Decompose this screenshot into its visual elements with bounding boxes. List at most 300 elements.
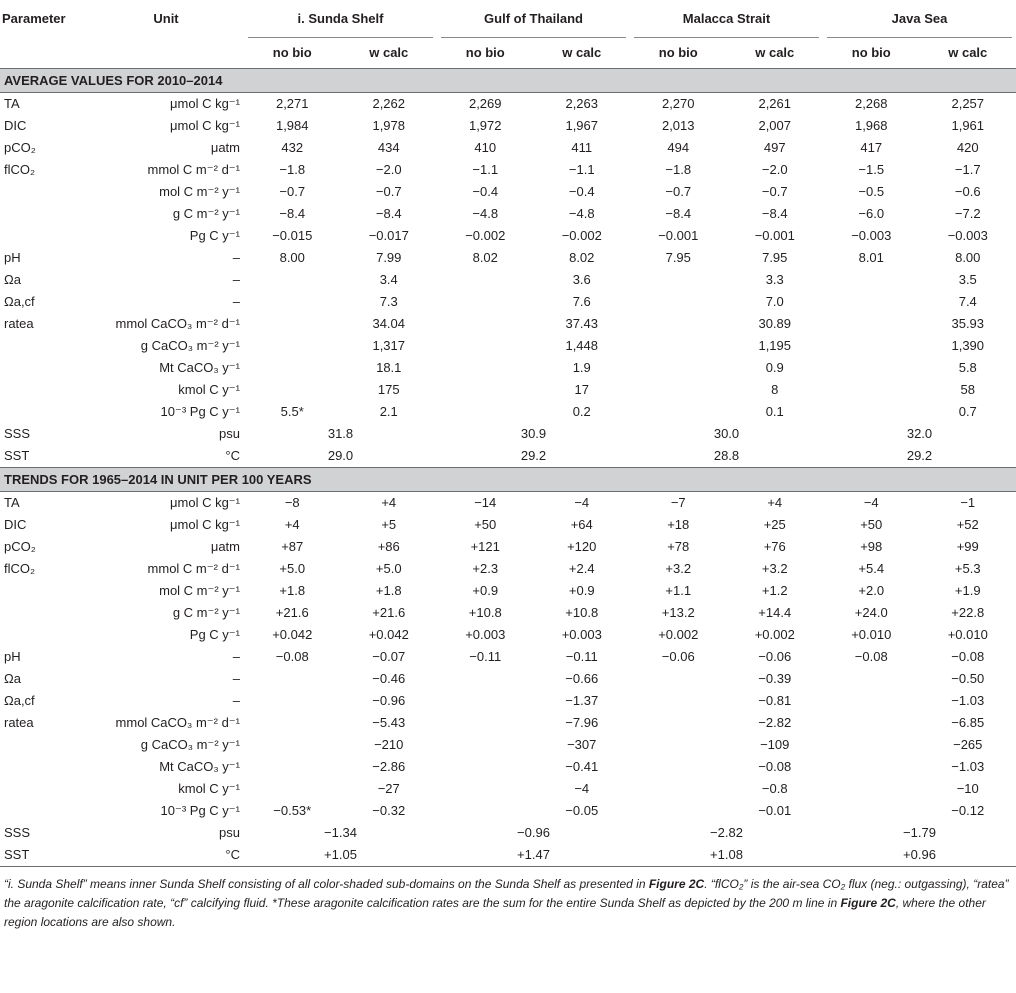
value-cell <box>437 712 534 734</box>
header-no-bio: no bio <box>851 45 891 60</box>
value-cell <box>823 335 920 357</box>
value-cell: −4.8 <box>472 206 499 221</box>
value-cell <box>244 668 341 690</box>
parameter-cell <box>0 734 88 756</box>
table-row <box>0 291 1016 313</box>
value-cell: 411 <box>571 140 593 155</box>
value-cell: +121 <box>470 539 500 554</box>
value-cell: 3.3 <box>765 272 784 287</box>
value-cell: 0.2 <box>572 404 591 419</box>
value-cell: −0.002 <box>561 228 602 243</box>
value-cell: −0.015 <box>272 228 313 243</box>
value-cell <box>823 668 920 690</box>
parameter-cell <box>0 203 88 225</box>
value-cell <box>630 690 727 712</box>
value-cell: 1.9 <box>572 360 591 375</box>
value-cell: 1,195 <box>758 338 792 353</box>
parameter-cell: Ωa <box>4 272 21 287</box>
value-cell: −0.003 <box>947 228 988 243</box>
value-cell: −0.96 <box>517 825 550 840</box>
figure-reference: Figure 2C <box>840 896 896 910</box>
value-cell <box>437 690 534 712</box>
header-w-calc: w calc <box>948 45 988 60</box>
value-cell: −8 <box>284 495 300 510</box>
value-cell: −8.4 <box>279 206 306 221</box>
value-cell: +1.47 <box>437 844 630 867</box>
table-row <box>0 800 1016 822</box>
value-cell: −6.0 <box>858 206 885 221</box>
value-cell: 1,968 <box>854 118 888 133</box>
value-cell <box>630 313 727 335</box>
table-row <box>0 137 1016 159</box>
value-cell: +0.042 <box>368 627 409 642</box>
unit-cell: g C m⁻² y⁻¹ <box>172 206 240 221</box>
value-cell: −0.08 <box>758 759 792 774</box>
value-cell: +5.3 <box>954 561 981 576</box>
value-cell: −0.11 <box>469 649 502 664</box>
table-row <box>0 445 1016 468</box>
unit-cell: Pg C y⁻¹ <box>189 228 240 243</box>
value-cell: −1.8 <box>665 162 692 177</box>
parameter-cell: pH <box>4 250 21 265</box>
unit-cell: °C <box>88 844 244 867</box>
value-cell: 2,268 <box>854 96 888 111</box>
value-cell: −0.05 <box>565 803 599 818</box>
value-cell: 2,269 <box>468 96 502 111</box>
footnote-text: “i. Sunda Shelf” means inner Sunda Shelf consisting of all color-shaded sub-domains on the Sunda Shelf as presented in <box>4 877 649 891</box>
value-cell: +1.8 <box>279 583 306 598</box>
value-cell: +5.4 <box>858 561 885 576</box>
value-cell: 7.95 <box>762 250 788 265</box>
table-row <box>0 778 1016 800</box>
value-cell: −0.06 <box>758 649 792 664</box>
parameter-cell <box>0 602 88 624</box>
value-cell: 417 <box>860 140 883 155</box>
value-cell: +13.2 <box>661 605 695 620</box>
value-cell: 497 <box>763 140 786 155</box>
value-cell: −1.1 <box>472 162 499 177</box>
table-row <box>0 203 1016 225</box>
parameter-cell: SST <box>0 844 88 867</box>
value-cell: +2.0 <box>858 583 885 598</box>
value-cell <box>244 291 341 313</box>
header-blank <box>0 38 88 69</box>
value-cell: 2,270 <box>661 96 695 111</box>
value-cell: 2,007 <box>758 118 792 133</box>
value-cell: +78 <box>667 539 690 554</box>
value-cell: 7.4 <box>958 294 977 309</box>
section-header-row <box>0 69 1016 93</box>
value-cell: +1.05 <box>244 844 437 867</box>
value-cell: −0.08 <box>854 649 888 664</box>
value-cell <box>437 269 534 291</box>
value-cell: 31.8 <box>327 426 354 441</box>
unit-cell: g CaCO₃ m⁻² y⁻¹ <box>140 737 240 752</box>
value-cell: +18 <box>667 517 690 532</box>
value-cell: +98 <box>860 539 883 554</box>
value-cell <box>244 335 341 357</box>
header-w-calc: w calc <box>369 45 409 60</box>
table-row <box>0 269 1016 291</box>
value-cell <box>437 313 534 335</box>
value-cell: 420 <box>956 140 979 155</box>
value-cell <box>437 778 534 800</box>
value-cell: −0.003 <box>851 228 892 243</box>
unit-cell: kmol C y⁻¹ <box>178 382 240 397</box>
table-row <box>0 159 1016 181</box>
value-cell <box>823 313 920 335</box>
value-cell: −1.03 <box>951 693 985 708</box>
parameter-cell <box>0 379 88 401</box>
value-cell <box>823 778 920 800</box>
header-unit: Unit <box>153 11 179 26</box>
value-cell: +50 <box>474 517 497 532</box>
value-cell: −7.96 <box>565 715 599 730</box>
value-cell: −2.82 <box>758 715 792 730</box>
value-cell <box>630 357 727 379</box>
value-cell: +21.6 <box>275 605 309 620</box>
value-cell: +3.2 <box>665 561 692 576</box>
value-cell: 434 <box>377 140 400 155</box>
value-cell: 3.6 <box>572 272 591 287</box>
value-cell: 35.93 <box>951 316 985 331</box>
value-cell: −1.37 <box>565 693 599 708</box>
table-row <box>0 712 1016 734</box>
value-cell: 410 <box>474 140 497 155</box>
value-cell: +0.003 <box>465 627 506 642</box>
value-cell: −4.8 <box>568 206 595 221</box>
value-cell: −4 <box>574 495 590 510</box>
value-cell: 1,978 <box>372 118 406 133</box>
unit-cell: μmol C kg⁻¹ <box>170 517 240 532</box>
value-cell: +4 <box>767 495 783 510</box>
value-cell <box>630 269 727 291</box>
parameter-cell: Ωa <box>4 671 21 686</box>
value-cell: +25 <box>763 517 786 532</box>
value-cell: −27 <box>377 781 400 796</box>
value-cell: −0.4 <box>568 184 595 199</box>
table-row <box>0 844 1016 867</box>
value-cell: −0.08 <box>951 649 985 664</box>
value-cell: +0.002 <box>658 627 699 642</box>
value-cell: −1.7 <box>954 162 981 177</box>
value-cell: +5.0 <box>375 561 402 576</box>
value-cell <box>630 778 727 800</box>
unit-cell: μatm <box>210 539 240 554</box>
figure-reference: Figure 2C <box>648 877 705 891</box>
value-cell: −4 <box>574 781 590 796</box>
value-cell: +0.96 <box>823 844 1016 867</box>
table-row <box>0 514 1016 536</box>
value-cell: −1.34 <box>324 825 357 840</box>
unit-cell: μatm <box>210 140 240 155</box>
value-cell: −2.0 <box>761 162 788 177</box>
value-cell: −0.7 <box>665 184 692 199</box>
value-cell: −0.66 <box>565 671 599 686</box>
parameter-cell: ratea <box>4 715 34 730</box>
value-cell: 1,972 <box>468 118 502 133</box>
value-cell: +0.9 <box>568 583 595 598</box>
value-cell: 7.3 <box>379 294 398 309</box>
value-cell <box>630 668 727 690</box>
parameter-cell: SSS <box>4 426 31 441</box>
unit-cell: mol C m⁻² y⁻¹ <box>159 583 240 598</box>
value-cell: +76 <box>763 539 786 554</box>
value-cell: −0.32 <box>372 803 406 818</box>
value-cell: −0.53* <box>273 803 312 818</box>
value-cell: +1.8 <box>375 583 402 598</box>
parameter-cell: DIC <box>4 517 27 532</box>
value-cell <box>437 357 534 379</box>
value-cell: +21.6 <box>372 605 406 620</box>
value-cell: 5.5* <box>280 404 304 419</box>
value-cell <box>244 712 341 734</box>
value-cell: +1.08 <box>630 844 823 867</box>
parameter-cell: flCO₂ <box>4 162 36 177</box>
unit-cell: kmol C y⁻¹ <box>178 781 240 796</box>
value-cell <box>437 379 534 401</box>
value-cell: −1 <box>960 495 976 510</box>
table-row <box>0 423 1016 445</box>
value-cell: −1.8 <box>279 162 306 177</box>
value-cell: 28.8 <box>713 448 740 463</box>
value-cell: −1.5 <box>858 162 885 177</box>
value-cell: 32.0 <box>906 426 933 441</box>
section-title: AVERAGE VALUES FOR 2010–2014 <box>0 69 1016 93</box>
unit-cell: 10⁻³ Pg C y⁻¹ <box>160 803 240 818</box>
parameter-cell: SSS <box>4 825 31 840</box>
unit-cell: °C <box>225 448 240 463</box>
table-row <box>0 335 1016 357</box>
value-cell: 18.1 <box>376 360 402 375</box>
table-row <box>0 602 1016 624</box>
value-cell <box>823 269 920 291</box>
parameter-cell: TA <box>4 495 20 510</box>
value-cell: +0.042 <box>272 627 313 642</box>
value-cell <box>630 335 727 357</box>
header-blank <box>88 38 244 69</box>
value-cell: −0.50 <box>951 671 985 686</box>
value-cell: 432 <box>281 140 304 155</box>
value-cell: +50 <box>860 517 883 532</box>
value-cell <box>244 756 341 778</box>
value-cell: 8.00 <box>279 250 305 265</box>
value-cell: 2,013 <box>661 118 695 133</box>
value-cell: −2.0 <box>375 162 402 177</box>
value-cell: −0.8 <box>761 781 788 796</box>
value-cell: 2,262 <box>372 96 406 111</box>
value-cell: 1,984 <box>275 118 309 133</box>
value-cell <box>823 800 920 822</box>
value-cell: −1.1 <box>568 162 595 177</box>
value-cell: −6.85 <box>951 715 985 730</box>
value-cell: −2.86 <box>372 759 406 774</box>
value-cell <box>823 712 920 734</box>
value-cell: +4 <box>284 517 300 532</box>
value-cell <box>823 756 920 778</box>
value-cell: +4 <box>381 495 397 510</box>
parameter-cell: pCO₂ <box>4 539 36 554</box>
value-cell: −0.08 <box>275 649 309 664</box>
value-cell: −5.43 <box>372 715 406 730</box>
footnote-text: , where the other region locations are also shown. <box>4 896 986 929</box>
value-cell: 8.02 <box>569 250 595 265</box>
unit-cell: mmol C m⁻² d⁻¹ <box>147 561 240 576</box>
value-cell: −0.002 <box>465 228 506 243</box>
value-cell: 29.0 <box>327 448 354 463</box>
value-cell: −0.81 <box>758 693 792 708</box>
value-cell: +0.010 <box>947 627 988 642</box>
value-cell: +120 <box>567 539 597 554</box>
parameter-cell <box>0 800 88 822</box>
table-row <box>0 536 1016 558</box>
parameter-cell <box>0 401 88 423</box>
unit-cell: μmol C kg⁻¹ <box>170 118 240 133</box>
value-cell: 8.00 <box>955 250 981 265</box>
parameter-cell: Ωa,cf <box>4 294 35 309</box>
value-cell: 2,261 <box>758 96 792 111</box>
value-cell: −0.7 <box>279 184 306 199</box>
value-cell: 175 <box>377 382 400 397</box>
table-row <box>0 734 1016 756</box>
value-cell: −8.4 <box>761 206 788 221</box>
value-cell: −307 <box>567 737 597 752</box>
value-cell <box>244 269 341 291</box>
value-cell: −0.6 <box>954 184 981 199</box>
value-cell <box>437 800 534 822</box>
value-cell: 1,390 <box>951 338 985 353</box>
value-cell: −0.11 <box>565 649 598 664</box>
unit-cell: – <box>232 250 240 265</box>
value-cell: +0.003 <box>561 627 602 642</box>
header-no-bio: no bio <box>658 45 698 60</box>
header-parameter: Parameter <box>2 11 66 26</box>
table-row <box>0 401 1016 423</box>
value-cell <box>244 379 341 401</box>
value-cell: 8 <box>771 382 779 397</box>
section-title: TRENDS FOR 1965–2014 IN UNIT PER 100 YEARS <box>0 468 1016 492</box>
value-cell <box>630 401 727 423</box>
value-cell: 7.0 <box>765 294 784 309</box>
value-cell: 34.04 <box>372 316 406 331</box>
table-row <box>0 822 1016 844</box>
table-row <box>0 646 1016 668</box>
value-cell: −109 <box>760 737 790 752</box>
value-cell: −7 <box>670 495 686 510</box>
value-cell: −0.12 <box>951 803 985 818</box>
value-cell: 2,271 <box>275 96 309 111</box>
value-cell: −0.4 <box>472 184 499 199</box>
value-cell: +64 <box>570 517 593 532</box>
table-row <box>0 93 1016 116</box>
value-cell: 1,317 <box>372 338 406 353</box>
value-cell <box>244 313 341 335</box>
header-region-java-sea: Java Sea <box>823 0 1016 38</box>
parameter-cell: DIC <box>4 118 27 133</box>
value-cell: −7.2 <box>954 206 981 221</box>
parameter-cell <box>0 580 88 602</box>
unit-cell: – <box>232 649 240 664</box>
value-cell: 17 <box>574 382 589 397</box>
value-cell: −0.001 <box>658 228 699 243</box>
unit-cell: – <box>232 294 240 309</box>
value-cell <box>437 291 534 313</box>
value-cell: 58 <box>960 382 975 397</box>
table-body <box>0 69 1016 867</box>
value-cell: −1.03 <box>951 759 985 774</box>
value-cell: 2.1 <box>379 404 398 419</box>
value-cell <box>823 734 920 756</box>
table-row <box>0 558 1016 580</box>
value-cell: +10.8 <box>565 605 599 620</box>
parameter-cell <box>0 357 88 379</box>
value-cell <box>437 756 534 778</box>
value-cell: 29.2 <box>520 448 547 463</box>
value-cell <box>823 690 920 712</box>
unit-cell: g CaCO₃ m⁻² y⁻¹ <box>140 338 240 353</box>
unit-cell: mmol CaCO₃ m⁻² d⁻¹ <box>115 316 240 331</box>
value-cell: 0.9 <box>765 360 784 375</box>
value-cell: +10.8 <box>468 605 502 620</box>
header-region-sunda-shelf: i. Sunda Shelf <box>244 0 437 38</box>
value-cell: −4 <box>863 495 879 510</box>
value-cell: +1.2 <box>761 583 788 598</box>
value-cell: 3.4 <box>379 272 398 287</box>
value-cell <box>630 291 727 313</box>
table-row <box>0 313 1016 335</box>
parameter-cell <box>0 624 88 646</box>
parameter-cell: flCO₂ <box>4 561 36 576</box>
table-row <box>0 181 1016 203</box>
value-cell <box>823 379 920 401</box>
value-cell <box>437 668 534 690</box>
unit-cell: Mt CaCO₃ y⁻¹ <box>159 759 240 774</box>
parameter-cell: Ωa,cf <box>4 693 35 708</box>
value-cell: −2.82 <box>710 825 743 840</box>
value-cell <box>437 401 534 423</box>
unit-cell: psu <box>219 825 240 840</box>
value-cell <box>630 800 727 822</box>
value-cell: −210 <box>374 737 404 752</box>
value-cell: 7.95 <box>665 250 691 265</box>
value-cell: +52 <box>956 517 979 532</box>
parameter-cell <box>0 181 88 203</box>
table-row <box>0 357 1016 379</box>
parameter-cell: TA <box>4 96 20 111</box>
value-cell: 30.9 <box>520 426 547 441</box>
value-cell: −0.7 <box>761 184 788 199</box>
parameter-cell: pCO₂ <box>4 140 36 155</box>
value-cell <box>437 335 534 357</box>
value-cell: +0.9 <box>472 583 499 598</box>
table-row <box>0 668 1016 690</box>
unit-cell: mmol CaCO₃ m⁻² d⁻¹ <box>115 715 240 730</box>
value-cell <box>244 690 341 712</box>
value-cell <box>630 756 727 778</box>
parameter-cell: ratea <box>4 316 34 331</box>
value-cell: 1,961 <box>951 118 985 133</box>
value-cell <box>823 357 920 379</box>
value-cell: 1,967 <box>565 118 599 133</box>
footnote-text: . “flCO₂” is the air-sea CO₂ flux (neg.: outgassing), “ratea” the aragonite calcification rate, “cf” calcifying fluid. *These aragonite calcification rates are the sum for the entire Sunda Shelf as depicted by the 200 m line in <box>4 877 1009 910</box>
parameter-cell <box>0 756 88 778</box>
value-cell: −0.017 <box>368 228 409 243</box>
header-no-bio: no bio <box>465 45 505 60</box>
value-cell: 3.5 <box>958 272 977 287</box>
value-cell: −10 <box>956 781 979 796</box>
value-cell: 5.8 <box>958 360 977 375</box>
value-cell: −0.01 <box>758 803 792 818</box>
